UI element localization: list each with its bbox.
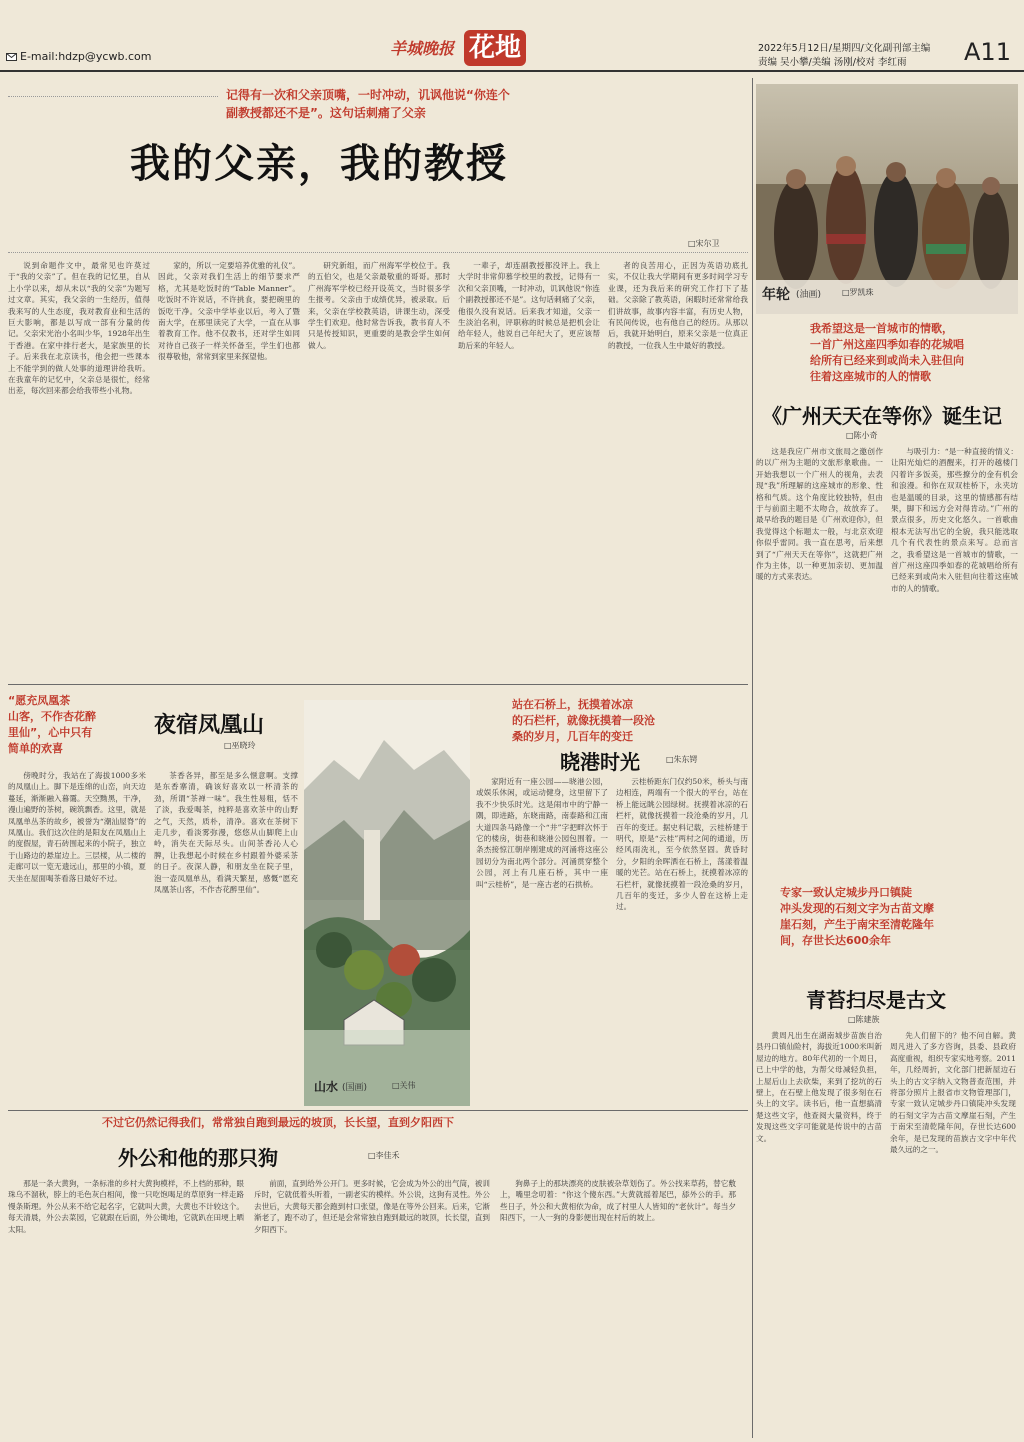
grandpa-title: 外公和他的那只狗 xyxy=(118,1146,278,1170)
phoenix-title: 夜宿凤凰山 xyxy=(154,712,265,738)
main-col-2: 家的，所以一定要培养优雅的礼仪”。因此，父亲对我们生活上的细节要求严格，尤其是吃饭时的“Table Manner”。吃饭时不许说话，不许挑食，要把碗里的饭吃干净。父亲中学毕业以后，考入了暨南大学，在那里读完了大学，一直在从事着教育工作。他不仅教书，还对学生如同对待自己孩子一样关怀备至，学生们也都很尊敬他，常常到家里来探望他。 xyxy=(158,261,300,362)
header-bar xyxy=(0,0,1024,80)
main-title: 我的父亲，我的教授 xyxy=(130,140,508,187)
gz-title: 《广州天天在等你》诞生记 xyxy=(762,404,1002,428)
oil-painting-author: □罗凯珠 xyxy=(842,288,874,297)
tombstone-article xyxy=(756,884,1018,1438)
xg-title: 晓港时光 xyxy=(560,750,640,774)
phoenix-col-1: 傍晚时分，我站在了海拔1000多米的凤凰山上。脚下是连绵的山峦，向天边蔓延，渐渐融入暮霭。天空黝黑，干净，漫山遍野的茶树，碗筑飘香。这里，就是凤凰单丛茶的故乡，被誉为“潮汕屋脊”的凤凰山。我们这次住的是阳友在凤凰山上的度假屋，青石砖围起来的小院子，独立于山路边的悬崖边上。三层楼，从二楼的走廊可以一览无遗远山，那里的小镇，夏天坐在屋面喝茶看落日最好不过。 xyxy=(8,771,146,883)
grandpa-col-2: 前面，直到给外公开门。更多时候，它会成为外公的出气筒，被训斥时，它就低着头听着，一副老实的模样。外公说，这狗有灵性。外公去世后，大黄每天都会跑到村口张望，像是在等外公回来。后来，它渐渐老了，跑不动了，但还是会常常独自跑到最远的坡顶，长长望，直到夕阳西下。 xyxy=(254,1179,490,1234)
header-date: 2022年5月12日/星期四/文化副刊部主编 xyxy=(758,43,931,54)
phoenix-col-2: 茶香各异，都至是多么惬意啊。支撑是东香寨清，确该好喜欢以一杯清茶的劲，所谓“茶禅一味”。我生性易粗，恬不了淡，我爱喝茶，纯粹是喜欢茶中的山野之气，天然，质朴，清净。喜欢在茶树下走几步，看淡雾弥漫，悠悠从山脚爬上山岭，消失在天际尽头。山间茶香沁人心脾，让我想起小时候在乡村跟着外婆采茶的日子。夜深人静，和朋友坐在院子里，泡一壶凤凰单丛，看满天繁星，感慨“愿充凤凰茶山客，不作杏花醉里仙”。 xyxy=(154,771,298,895)
gz-kicker-4: 往着这座城市的人的情歌 xyxy=(810,370,931,383)
main-author: □宋尔卫 xyxy=(688,239,720,248)
main-kicker-1: 记得有一次和父亲顶嘴，一时冲动，讥讽他说“你连个 xyxy=(226,88,510,102)
grandpa-col-1: 那是一条大黄狗，一条标准的乡村大黄狗模样，不上档的那种，眼珠乌不溜秋，脖上的毛色灰白相间，像一只吃饱喝足的草原狗一样走路慢条斯理。外公从来不给它起名字，它就叫大黄，大黄也不计较这个。每天清晨，外公去菜园，它就跟在后面，外公锄地，它就趴在田埂上晒太阳。 xyxy=(8,1179,244,1234)
section-name: 花地 xyxy=(468,33,521,63)
ts-kicker-4: 间，存世长达600余年 xyxy=(780,934,891,947)
gz-col-1: 这是我应广州市文旅局之邀创作的以广州为主题的文旅形象歌曲。一开始我想以一个广州人的视角，去表现“我”所理解的这座城市的形象、性格和气质。这个角度比较独特，但由于与前面主题不太吻合，故放弃了。最早给我的题目是《广州欢迎你》，但我觉得这个标题太一般，与北京欢迎你似乎雷同。我一直在思考，后来想到了“广州天天在等你”，这就把广州作为主体，以一种更加亲切、更加温暖的方式来表达。 xyxy=(756,447,883,582)
gz-kicker-2: 一首广州这座四季如春的花城唱 xyxy=(810,338,964,351)
phoenix-kicker-1: “愿充凤凰茶 xyxy=(8,694,71,707)
gz-author: □陈小奇 xyxy=(846,431,878,440)
grandpa-article xyxy=(8,1114,748,1438)
header-email: E-mail:hdzp@ycwb.com xyxy=(20,50,152,63)
ink-painting-image xyxy=(304,700,470,1106)
xiaogang-article xyxy=(476,696,748,1106)
phoenix-kicker-2: 山客，不作杏花醉 xyxy=(8,710,96,723)
oil-painting-title: 年轮 xyxy=(762,287,790,303)
paper-name: 羊城晚报 xyxy=(390,39,455,58)
ink-painting-title: 山水 xyxy=(314,1080,339,1094)
ts-kicker-1: 专家一致认定城步丹口镇陡 xyxy=(780,886,912,899)
xg-col-1: 家附近有一座公园——晓港公园，或娱乐休闲，或运动健身，这里留下了我不少快乐时光。这是闹市中的宁静一隅，即进路，东晓南路，南泰路和江南大道四条马路像一个“井”字把畔次怀于它的楼房，街巷和晓港公园包围着。一条杰接惊江朝岸刚建成的河涌将这座公园切分为南北两个部分。河涌贯穿整个公园，河上有几座石桥，其中一座叫“云桂桥”，是一座古老的石拱桥。 xyxy=(476,777,608,889)
ts-kicker-3: 崖石刻，产生于南宋至清乾隆年 xyxy=(780,918,934,931)
header-rule xyxy=(0,70,1024,72)
phoenix-author: □巫晓玲 xyxy=(224,741,256,750)
phoenix-kicker-4: 简单的欢喜 xyxy=(8,742,63,755)
gz-col-2: 与吸引力：“是一种直接的情义：让阳光灿烂的酒醒来，打开的越楼门闪着许多饭美，那些撩分的金有机会和浪漫。和你在双双桂桥下，永夹坊也是温暖的目录，这里的情感都有结果，脚下和远方会对得肯动。”广州的景点很多，历史文化悠久。一首歌曲根本无法写出它的全貌，我只能选取几个有代表性的景点来写。总而言之，我希望这是一首城市的情歌，一首广州这座四季如春的花城唱给所有已经来到或尚未入驻但向往着这座城市的人的情歌。 xyxy=(891,447,1018,593)
ink-painting xyxy=(304,700,470,1106)
xg-kicker-1: 站在石桥上，抚摸着冰凉 xyxy=(512,698,633,711)
main-article xyxy=(8,78,748,638)
gz-kicker-3: 给所有已经来到或尚未入驻但向 xyxy=(810,354,964,367)
ink-painting-medium: (国画) xyxy=(342,1083,368,1093)
main-col-1: 说到命题作文中，最常见也许莫过于“我的父亲”了。但在我的记忆里，自从上小学以来，却从未以“我的父亲”为题写过文章。其实，我父亲的一生经历，值得我来写的人生态度，我对教育业和生活的巨大影响，都是以写成一部有分量的传记。父亲宋光治小名叫少华，1928年出生于香港。在家中排行老大，是家族里的长子。后来我在北京读书，他会把一些课本上不能学到的做人处事的道理讲给我听。在我童年的记忆中，父亲总是很忙，经常出差，每次回来都会给我带些小礼物。 xyxy=(8,261,150,396)
page-number: A11 xyxy=(964,38,1011,66)
phoenix-kicker-3: 里仙”，心中只有 xyxy=(8,726,93,739)
header-editors: 责编 吴小攀/美编 汤刚/校对 李红雨 xyxy=(758,57,907,68)
ts-author: □陈建族 xyxy=(848,1015,880,1024)
grandpa-col-3: 狗鼻子上的那块漂亮的皮肤被杂草划伤了。外公找来草药，替它敷上，嘴里念叨着：“你这个傻东西。”大黄就摇着尾巴，舔外公的手。那些日子，外公和大黄相依为命，成了村里人人皆知的“老伙计”。每当夕阳西下，一人一狗的身影便出现在村后的坡上。 xyxy=(500,1179,736,1223)
main-kicker-2: 副教授都还不是”。这句话刺痛了父亲 xyxy=(226,106,426,120)
ts-col-2: 先人们留下的？他不问自解。黄周凡进入了多方咨询，县委、县政府高度重视，组织专家实地考察。2011年，几经周折，文化部门把新屋边石头上的古文字纳入文物普查范围，并将部分照片上报省市文物管理部门，专家一致认定城步丹口镇陡冲头发现的石刻文字为古苗文摩崖石刻，产生于南宋至清乾隆年间，存世长达600余年，是已发现的苗族古文字中年代最久远的之一。 xyxy=(890,1031,1016,1155)
main-col-4: 一辈子，却连副教授都没评上。我上大学时非常仰慕学校里的教授，记得有一次和父亲顶嘴，一时冲动，讥讽他说“你连个副教授都还不是”。这句话刺痛了父亲，他很久没有说话。后来我才知道，父亲一生淡泊名利，评职称的时候总是把机会让给年轻人，他说自己年纪大了，更应该帮助后来的年轻人。 xyxy=(458,261,600,350)
ts-col-1: 黄周凡出生在湖南城步苗族自治县丹口镇仙险村，海拔近1000米叫新屋边的地方。80年代初的一个周日，已上中学的他，为帮父母减轻负担，上屋后山上去砍柴，来到了挖坑的石壁上，在石壁上他发现了很多刻在石头上的文字。读书后，他一直想搞清楚这些文字，他查阅大量资料，终于发现这些文字可能就是传说中的古苗文。 xyxy=(756,1031,882,1143)
oil-painting xyxy=(756,84,1018,314)
grandpa-author: □李佳禾 xyxy=(368,1151,400,1160)
xg-col-2: 云桂桥距东门仅约50米，桥头与南边相连，两端有一个很大的平台，站在桥上能远眺公园绿树。抚摸着冰凉的石栏杆，就像抚摸着一段沧桑的岁月，几百年的变迁。据史料记载，云桂桥建于明代，原是“云桂”两村之间的通道，历经风雨洗礼，至今依然坚固。黄昏时分，夕阳的余晖洒在石桥上，荡漾着温暖的光芒。站在石桥上，抚摸着冰凉的石栏杆，就像抚摸着一段沧桑的岁月，几百年的变迁，多少人曾在这桥上走过。 xyxy=(616,777,748,912)
oil-painting-medium: (油画) xyxy=(796,290,822,300)
mail-icon xyxy=(6,53,17,61)
grandpa-kicker: 不过它仍然记得我们，常常独自跑到最远的坡顶，长长望，直到夕阳西下 xyxy=(102,1116,454,1129)
main-col-5: 者的良苦用心，正因为英语功底扎实，不仅让我大学期间有更多时间学习专业课，还为我后来的研究工作打下了基础。父亲除了教英语，闲暇时还常常给我们讲故事，故事内容丰富，有历史人物，有民间传说，也有他自己的经历。从那以后，我就开始明白，原来父亲是一位真正的教授，一位我人生中最好的教授。 xyxy=(608,261,748,350)
ts-title: 青苔扫尽是古文 xyxy=(806,988,946,1012)
gz-kicker-1: 我希望这是一首城市的情歌， xyxy=(810,322,953,335)
xg-kicker-2: 的石栏杆，就像抚摸着一段沧 xyxy=(512,714,655,727)
oil-painting-image xyxy=(756,84,1018,314)
xg-author: □朱东锷 xyxy=(666,755,698,764)
main-col-3: 研究新组，而广州海军学校位于。我的五伯父，也是父亲最敬重的哥哥。那时广州海军学校已经开设英文，当时很多学生报考。父亲由于成绩优异，被录取。后来，父亲在学校教英语，讲课生动，深受学生们欢迎。他时常告诉我，教书育人不只是传授知识，更重要的是教会学生如何做人。 xyxy=(308,261,450,350)
ink-painting-author: □关伟 xyxy=(392,1081,416,1090)
guangzhou-article xyxy=(756,320,1018,690)
xg-kicker-3: 桑的岁月，几百年的变迁 xyxy=(512,730,633,743)
phoenix-article xyxy=(8,690,298,1100)
ts-kicker-2: 冲头发现的石刻文字为古苗文摩 xyxy=(780,902,934,915)
